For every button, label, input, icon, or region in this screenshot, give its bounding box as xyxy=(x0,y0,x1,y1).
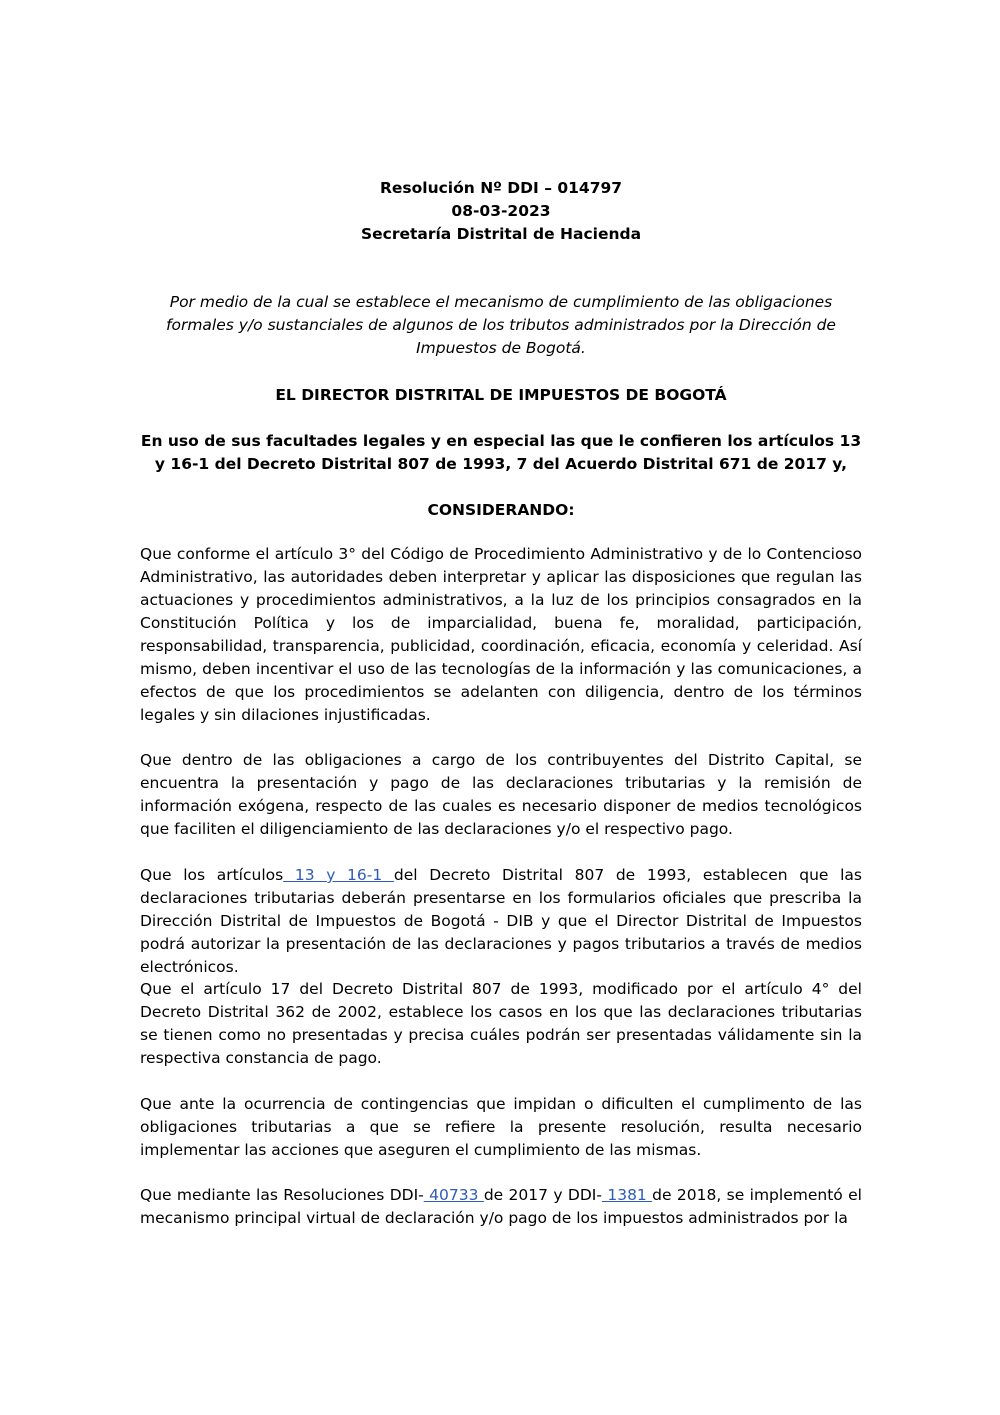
considerando-heading: CONSIDERANDO: xyxy=(427,501,575,519)
paragraph-6 xyxy=(140,1184,862,1230)
paragraph-2: Que dentro de las obligaciones a cargo de los contribuyentes del Distrito Capital, se encuentra la presentación y pago de las declaraciones tributarias y la remisión de información exógena, respecto de las cuales es necesario disponer de medios tecnológicos que faciliten el diligenciamiento de las declaraciones y/o el respectivo pago. xyxy=(140,751,862,838)
paragraph-1: Que conforme el artículo 3° del Código de Procedimiento Administrativo y de lo Contencioso Administrativo, las autoridades deben interpretar y aplicar las disposiciones que regulan las actuaciones y procedimientos administrativos, a la luz de los principios consagrados en la Constitución Política y los de imparcialidad, buena fe, moralidad, participación, responsabilidad, transparencia, publicidad, coordinación, eficacia, economía y celeridad. Así mismo, deben incentivar el uso de las tecnologías de la información y las comunicaciones, a efectos de que los procedimientos se adelanten con diligencia, dentro de los términos legales y sin dilaciones injustificadas. xyxy=(140,545,862,724)
resolution-header xyxy=(140,177,862,246)
link-resolution-40733[interactable]: 40733 xyxy=(423,1186,484,1204)
link-article-13[interactable]: 13 xyxy=(283,866,327,884)
powers-statement: En uso de sus facultades legales y en especial las que le confieren los artículos 13 y 16-1 del Decreto Distrital 807 de 1993, 7 del Acuerdo Distrital 671 de 2017 y, xyxy=(140,432,862,473)
paragraph-3 xyxy=(140,864,862,979)
link-resolution-1381[interactable]: 1381 xyxy=(601,1186,653,1204)
paragraph-5: Que ante la ocurrencia de contingencias que impidan o dificulten el cumplimento de las obligaciones tributarias a que se refiere la presente resolución, resulta necesario implementar las acciones que aseguren el cumplimiento de las mismas. xyxy=(140,1095,862,1159)
link-conjunction[interactable]: y xyxy=(326,866,336,884)
paragraph-3-text-start: Que los artículos xyxy=(140,866,284,884)
paragraph-4: Que el artículo 17 del Decreto Distrital 807 de 1993, modificado por el artículo 4° del Decreto Distrital 362 de 2002, establece los casos en los que las declaraciones tributarias se tienen como no presentadas y precisa cuáles podrán ser presentadas válidamente sin la respectiva constancia de pago. xyxy=(140,980,862,1067)
paragraph-6-text-end: de 2018, se implementó el mecanismo principal virtual de declaración y/o pago de los impuestos administrados por la xyxy=(140,1186,862,1227)
resolution-subject: Por medio de la cual se establece el mecanismo de cumplimiento de las obligaciones formales y/o sustanciales de algunos de los tributos administrados por la Dirección de Impuestos de Bogotá. xyxy=(166,293,836,357)
issuing-entity: Secretaría Distrital de Hacienda xyxy=(360,225,642,243)
paragraph-6-text-start: Que mediante las Resoluciones DDI- xyxy=(140,1186,424,1204)
director-title: EL DIRECTOR DISTRITAL DE IMPUESTOS DE BOGOTÁ xyxy=(275,386,727,404)
paragraph-6-text-mid: de 2017 y DDI- xyxy=(483,1186,602,1204)
link-article-16-1[interactable]: 16-1 xyxy=(335,866,394,884)
resolution-date: 08-03-2023 xyxy=(451,202,551,220)
resolution-number: Resolución Nº DDI – 014797 xyxy=(379,179,623,197)
paragraph-3-text-end: del Decreto Distrital 807 de 1993, establecen que las declaraciones tributarias deberán presentarse en los formularios oficiales que prescriba la Dirección Distrital de Impuestos de Bogotá - DIB y que el Director Distrital de Impuestos podrá autorizar la presentación de las declaraciones y pagos tributarios a través de medios electrónicos. xyxy=(140,866,862,976)
